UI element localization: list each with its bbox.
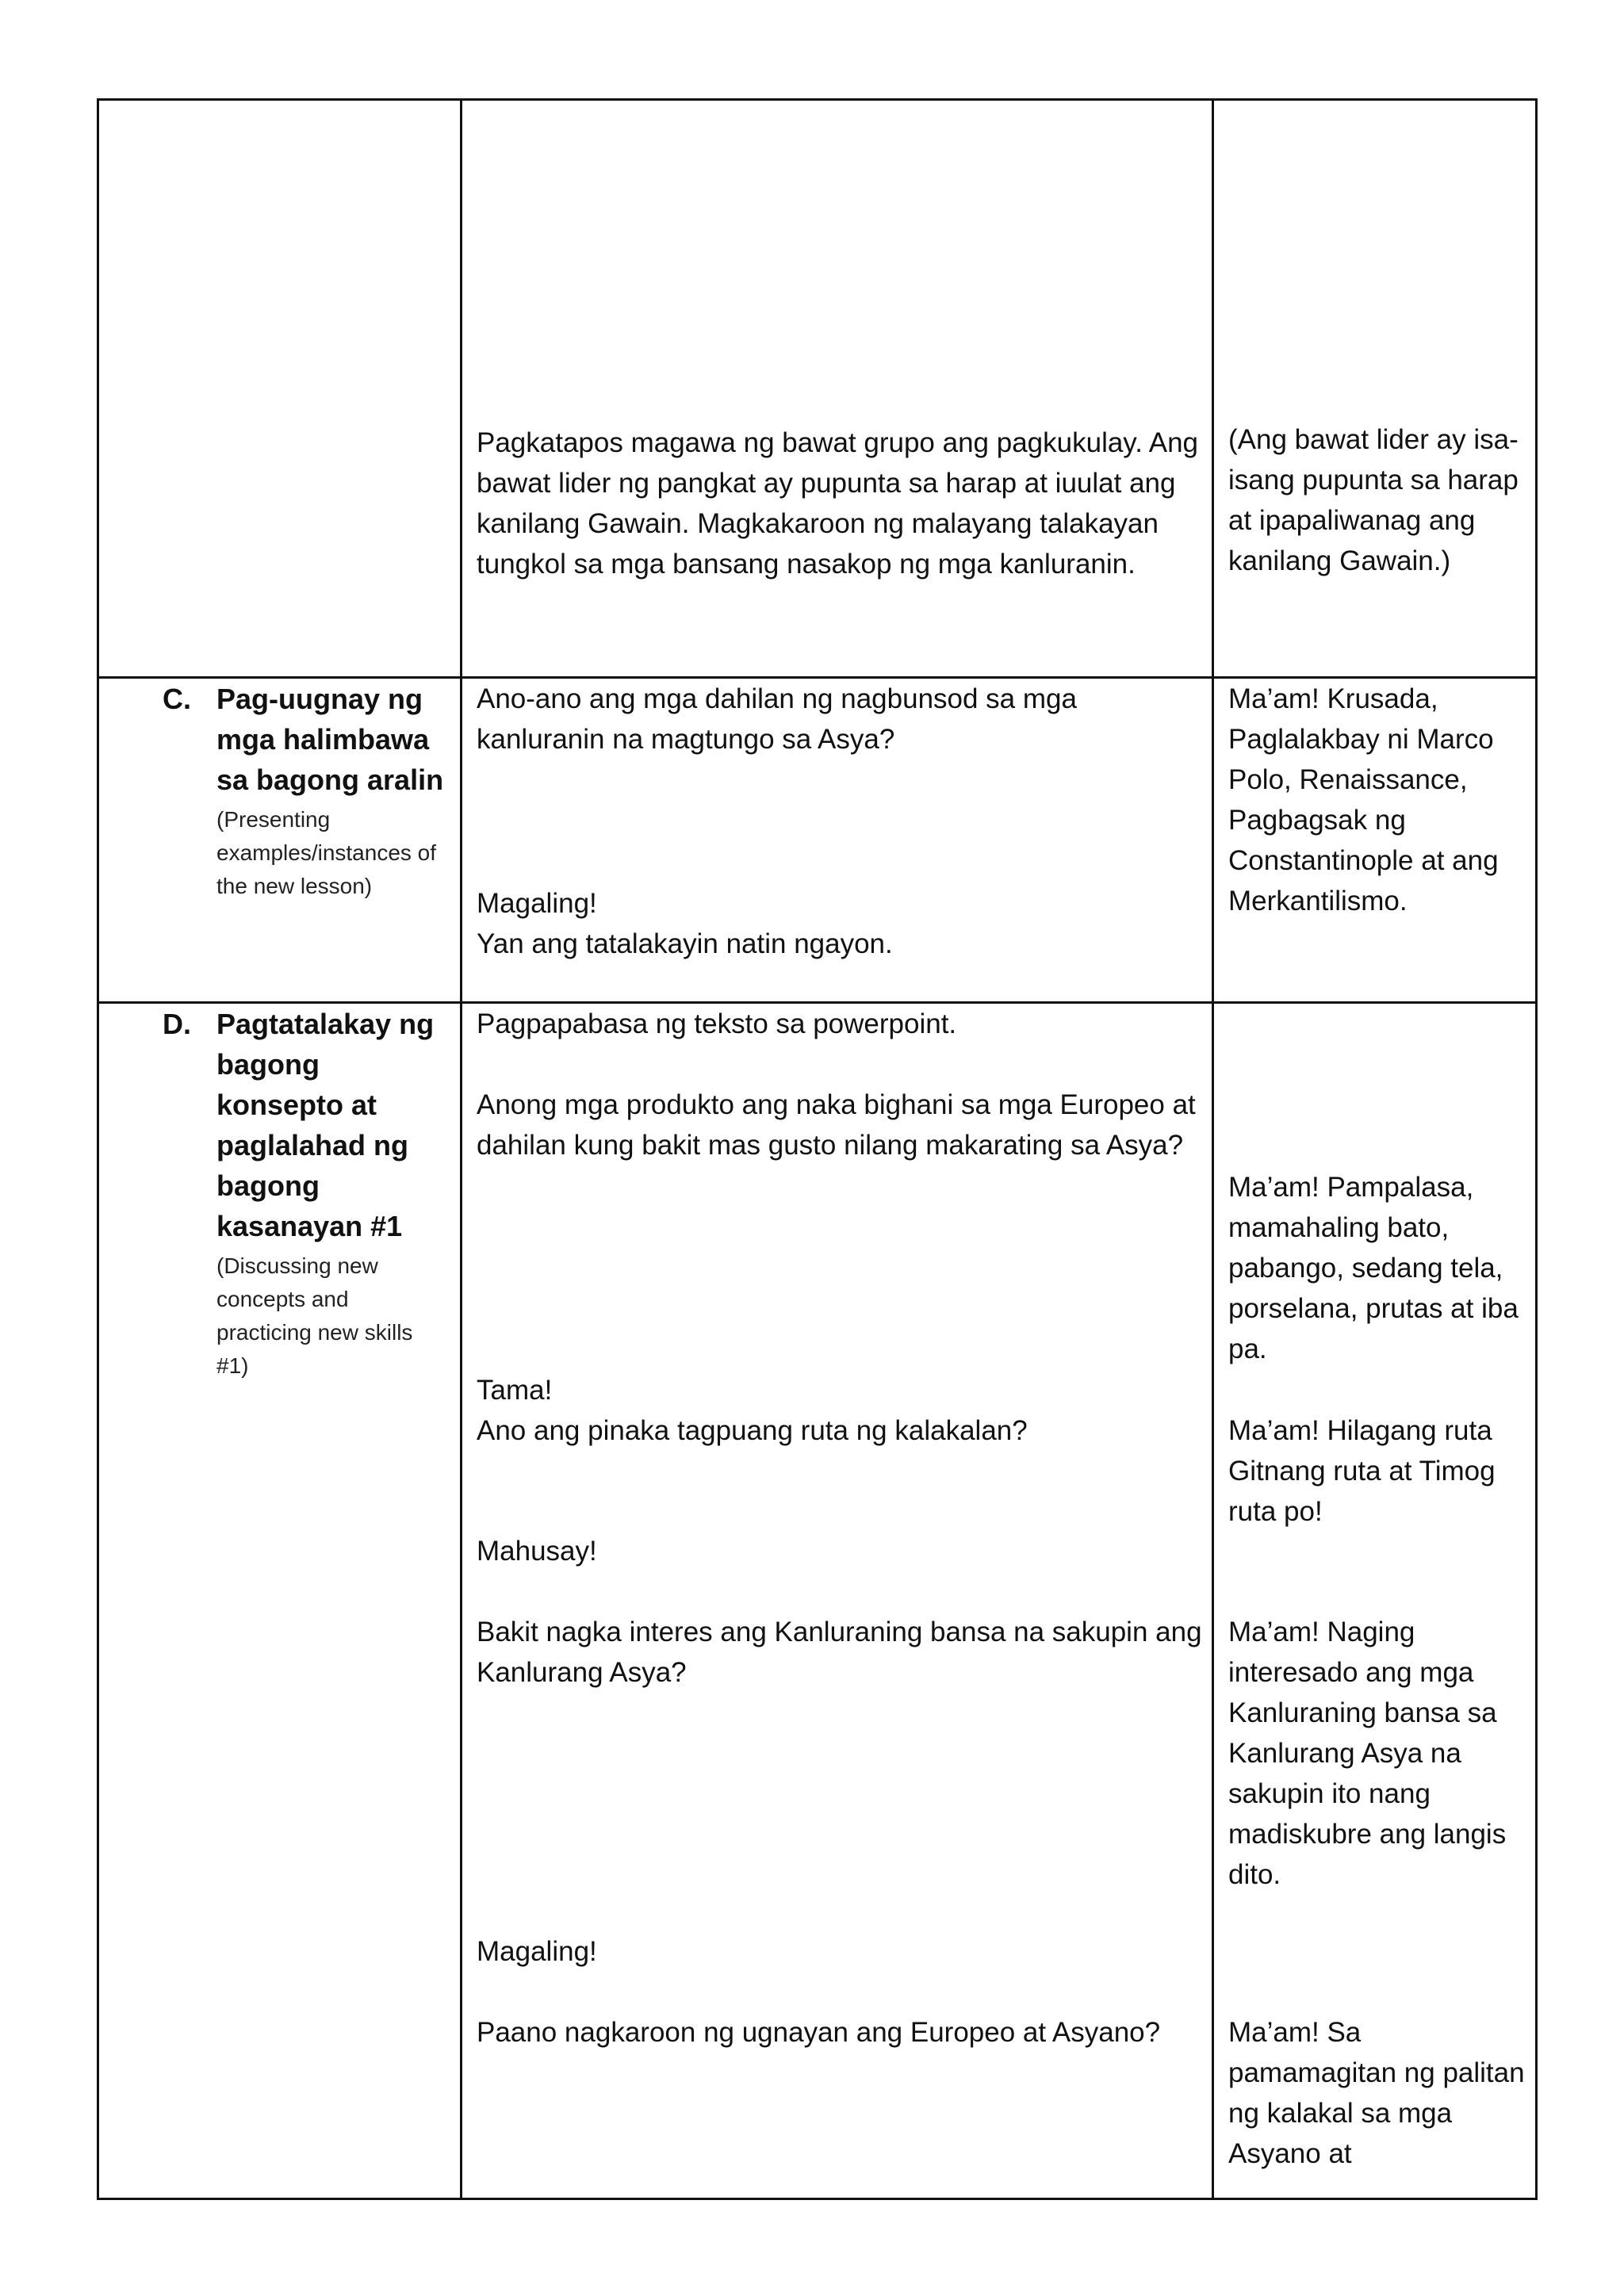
- teacher-praise: Mahusay!: [477, 1536, 597, 1567]
- procedure-letter: C.: [163, 683, 191, 715]
- teacher-activity-cell: [462, 1003, 1213, 2199]
- teacher-followup: Yan ang tatalakayin natin ngayon.: [477, 928, 893, 959]
- student-activity-cell: [1213, 678, 1537, 1003]
- student-answer: Ma’am! Sa pamamagitan ng palitan ng kalakal sa mga Asyano at: [1228, 2017, 1525, 2169]
- procedure-subtitle: (Discussing new concepts and practicing new skills #1): [216, 1253, 413, 1378]
- table-row: [98, 100, 1537, 678]
- teacher-praise: Magaling!: [477, 1936, 597, 1967]
- teacher-question: Ano ang pinaka tagpuang ruta ng kalakalan?: [477, 1415, 1028, 1446]
- student-activity-cell: [1213, 100, 1537, 678]
- student-activity-cell: [1213, 1003, 1537, 2199]
- teacher-question: Ano-ano ang mga dahilan ng nagbunsod sa mga kanluranin na magtungo sa Asya?: [477, 683, 1077, 755]
- procedure-label: [163, 1004, 446, 1383]
- procedure-cell: [98, 1003, 462, 2199]
- procedure-letter: D.: [163, 1008, 191, 1040]
- teacher-activity-cell: [462, 100, 1213, 678]
- teacher-activity-cell: [462, 678, 1213, 1003]
- teacher-praise: Magaling!: [477, 888, 597, 919]
- student-answer: Ma’am! Naging interesado ang mga Kanluraning bansa sa Kanlurang Asya na sakupin ito nang madiskubre ang langis dito.: [1228, 1617, 1507, 1890]
- student-answer: Ma’am! Pampalasa, mamahaling bato, pabango, sedang tela, porselana, prutas at iba pa.: [1228, 1172, 1519, 1364]
- procedure-title: Pag-uugnay ng mga halimbawa sa bagong aralin: [216, 683, 444, 796]
- student-answer: Ma’am! Hilagang ruta Gitnang ruta at Timog ruta po!: [1228, 1415, 1496, 1527]
- procedure-title: Pagtatalakay ng bagong konsepto at paglalahad ng bagong kasanayan #1: [216, 1008, 435, 1242]
- teacher-question: Paano nagkaroon ng ugnayan ang Europeo at Asyano?: [477, 2017, 1161, 2048]
- student-text: (Ang bawat lider ay isa-isang pupunta sa harap at ipapaliwanag ang kanilang Gawain.): [1228, 424, 1519, 576]
- teacher-text: Pagkatapos magawa ng bawat grupo ang pagkukulay. Ang bawat lider ng pangkat ay pupunta sa harap at iuulat ang kanilang Gawain. Magkakaroon ng malayang talakayan tungkol sa mga bansang nasakop ng mga kanluranin.: [477, 427, 1198, 580]
- teacher-question: Bakit nagka interes ang Kanluraning bansa na sakupin ang Kanlurang Asya?: [477, 1617, 1202, 1688]
- student-text: Ma’am! Krusada, Paglalakbay ni Marco Polo, Renaissance, Pagbagsak ng Constantinople at ang Merkantilismo.: [1228, 683, 1499, 916]
- procedure-label: [163, 679, 446, 903]
- lesson-plan-table: [97, 98, 1538, 2200]
- table-row: [98, 1003, 1537, 2199]
- procedure-cell: [98, 678, 462, 1003]
- teacher-question: Anong mga produkto ang naka bighani sa mga Europeo at dahilan kung bakit mas gusto nilang makarating sa Asya?: [477, 1089, 1196, 1161]
- procedure-cell: [98, 100, 462, 678]
- table-row: [98, 678, 1537, 1003]
- procedure-subtitle: (Presenting examples/instances of the new lesson): [216, 807, 437, 898]
- teacher-praise: Tama!: [477, 1375, 553, 1406]
- teacher-intro: Pagpapabasa ng teksto sa powerpoint.: [477, 1008, 957, 1039]
